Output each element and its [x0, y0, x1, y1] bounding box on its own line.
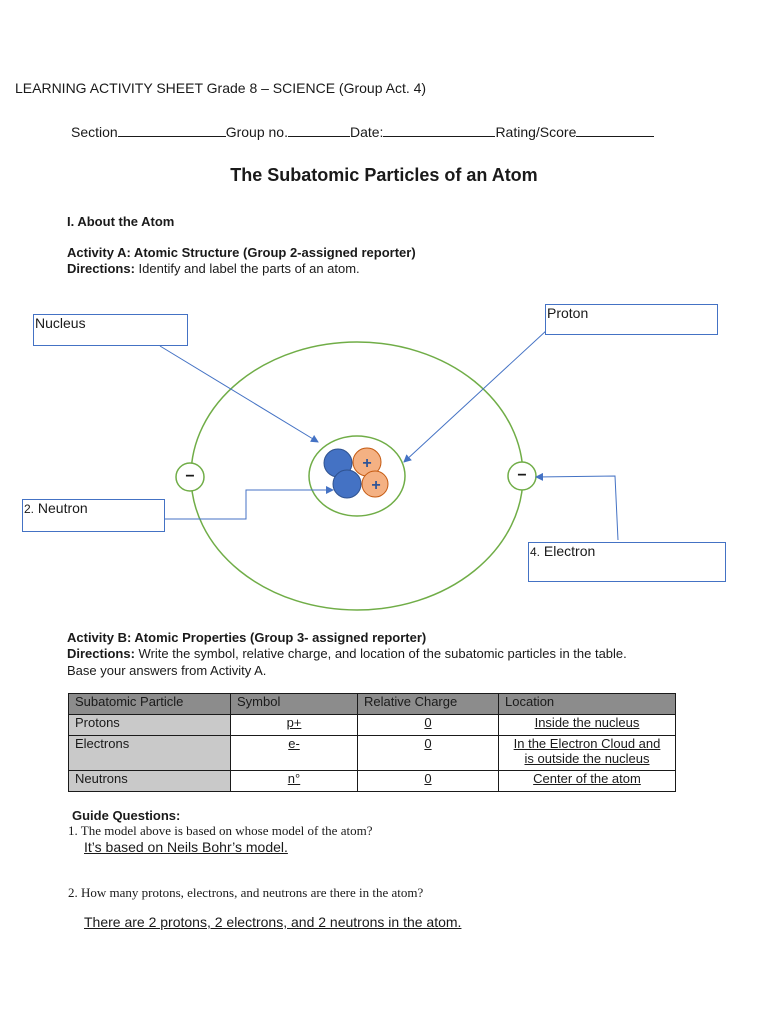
col-header-location: Location	[499, 694, 676, 715]
directions-label: Directions:	[67, 261, 135, 276]
answer-1[interactable]: It’s based on Neils Bohr’s model.	[84, 839, 288, 855]
neutron-number: 2.	[24, 502, 35, 516]
proton-plus-top: +	[362, 455, 372, 472]
guide-questions-title: Guide Questions:	[72, 808, 181, 823]
nucleus-label-box[interactable]	[33, 314, 188, 346]
activity-b-directions-cont: Base your answers from Activity A.	[67, 663, 267, 678]
symbol-answer[interactable]: n°	[231, 771, 358, 792]
proton-arrow	[404, 330, 547, 462]
electron-label-box[interactable]	[528, 542, 726, 582]
directions-text: Identify and label the parts of an atom.	[138, 261, 360, 276]
charge-answer[interactable]: 0	[358, 771, 499, 792]
section-label: Section	[71, 124, 118, 140]
col-header-symbol: Symbol	[231, 694, 358, 715]
proton-plus-bottom: +	[371, 477, 381, 494]
table-row	[69, 715, 676, 736]
table-row	[69, 736, 676, 771]
activity-b-directions	[67, 646, 627, 661]
rating-label: Rating/Score	[495, 124, 577, 140]
location-answer[interactable]: Center of the atom	[499, 771, 676, 792]
location-answer-line2: is outside the nucleus	[524, 751, 650, 766]
date-label: Date:	[349, 124, 384, 140]
neutron-label-box[interactable]	[22, 499, 165, 532]
proton-label-box[interactable]	[545, 304, 718, 335]
location-answer[interactable]	[499, 736, 676, 771]
particle-name: Protons	[69, 715, 231, 736]
charge-answer[interactable]: 0	[358, 715, 499, 736]
electron-number: 4.	[530, 545, 541, 559]
directions-b-label: Directions:	[67, 646, 135, 661]
neutron-particle-bottom	[333, 470, 361, 498]
section-blank[interactable]	[118, 123, 226, 137]
rating-blank[interactable]	[576, 123, 654, 137]
activity-b-heading: Activity B: Atomic Properties (Group 3- assigned reporter)	[67, 630, 427, 645]
directions-b-text: Write the symbol, relative charge, and location of the subatomic particles in the table.	[138, 646, 627, 661]
electron-left-symbol: −	[185, 468, 195, 485]
symbol-answer[interactable]: e-	[231, 736, 358, 771]
symbol-answer[interactable]: p+	[231, 715, 358, 736]
location-answer-line1: In the Electron Cloud and	[513, 736, 661, 751]
question-1: 1. The model above is based on whose model of the atom?	[68, 823, 373, 838]
particle-name: Electrons	[69, 736, 231, 771]
col-header-particle: Subatomic Particle	[69, 694, 231, 715]
location-answer[interactable]: Inside the nucleus	[499, 715, 676, 736]
particle-name: Neutrons	[69, 771, 231, 792]
electron-right-symbol: −	[517, 467, 527, 484]
activity-a-directions	[67, 261, 360, 276]
electron-arrow	[536, 476, 618, 540]
particle-table	[68, 693, 676, 792]
group-no-label: Group no.	[225, 124, 288, 140]
page-title: The Subatomic Particles of an Atom	[230, 165, 538, 185]
question-2: 2. How many protons, electrons, and neutrons are there in the atom?	[68, 885, 424, 900]
group-no-blank[interactable]	[288, 123, 350, 137]
sheet-header: LEARNING ACTIVITY SHEET Grade 8 – SCIENCE (Group Act. 4)	[15, 80, 427, 96]
neutron-arrow	[164, 490, 333, 519]
date-blank[interactable]	[383, 123, 495, 137]
table-row	[69, 771, 676, 792]
form-fields-line	[71, 123, 654, 140]
col-header-charge: Relative Charge	[358, 694, 499, 715]
table-header-row	[69, 694, 676, 715]
charge-answer[interactable]: 0	[358, 736, 499, 771]
neutron-label: Neutron	[37, 500, 88, 516]
nucleus-arrow	[160, 346, 318, 442]
electron-label: Electron	[543, 543, 596, 559]
activity-a-heading: Activity A: Atomic Structure (Group 2-assigned reporter)	[67, 245, 416, 260]
answer-2[interactable]: There are 2 protons, 2 electrons, and 2 neutrons in the atom.	[84, 914, 462, 930]
proton-label: Proton	[547, 305, 589, 321]
nucleus-label: Nucleus	[35, 315, 86, 331]
part-one-heading: I. About the Atom	[67, 214, 175, 229]
